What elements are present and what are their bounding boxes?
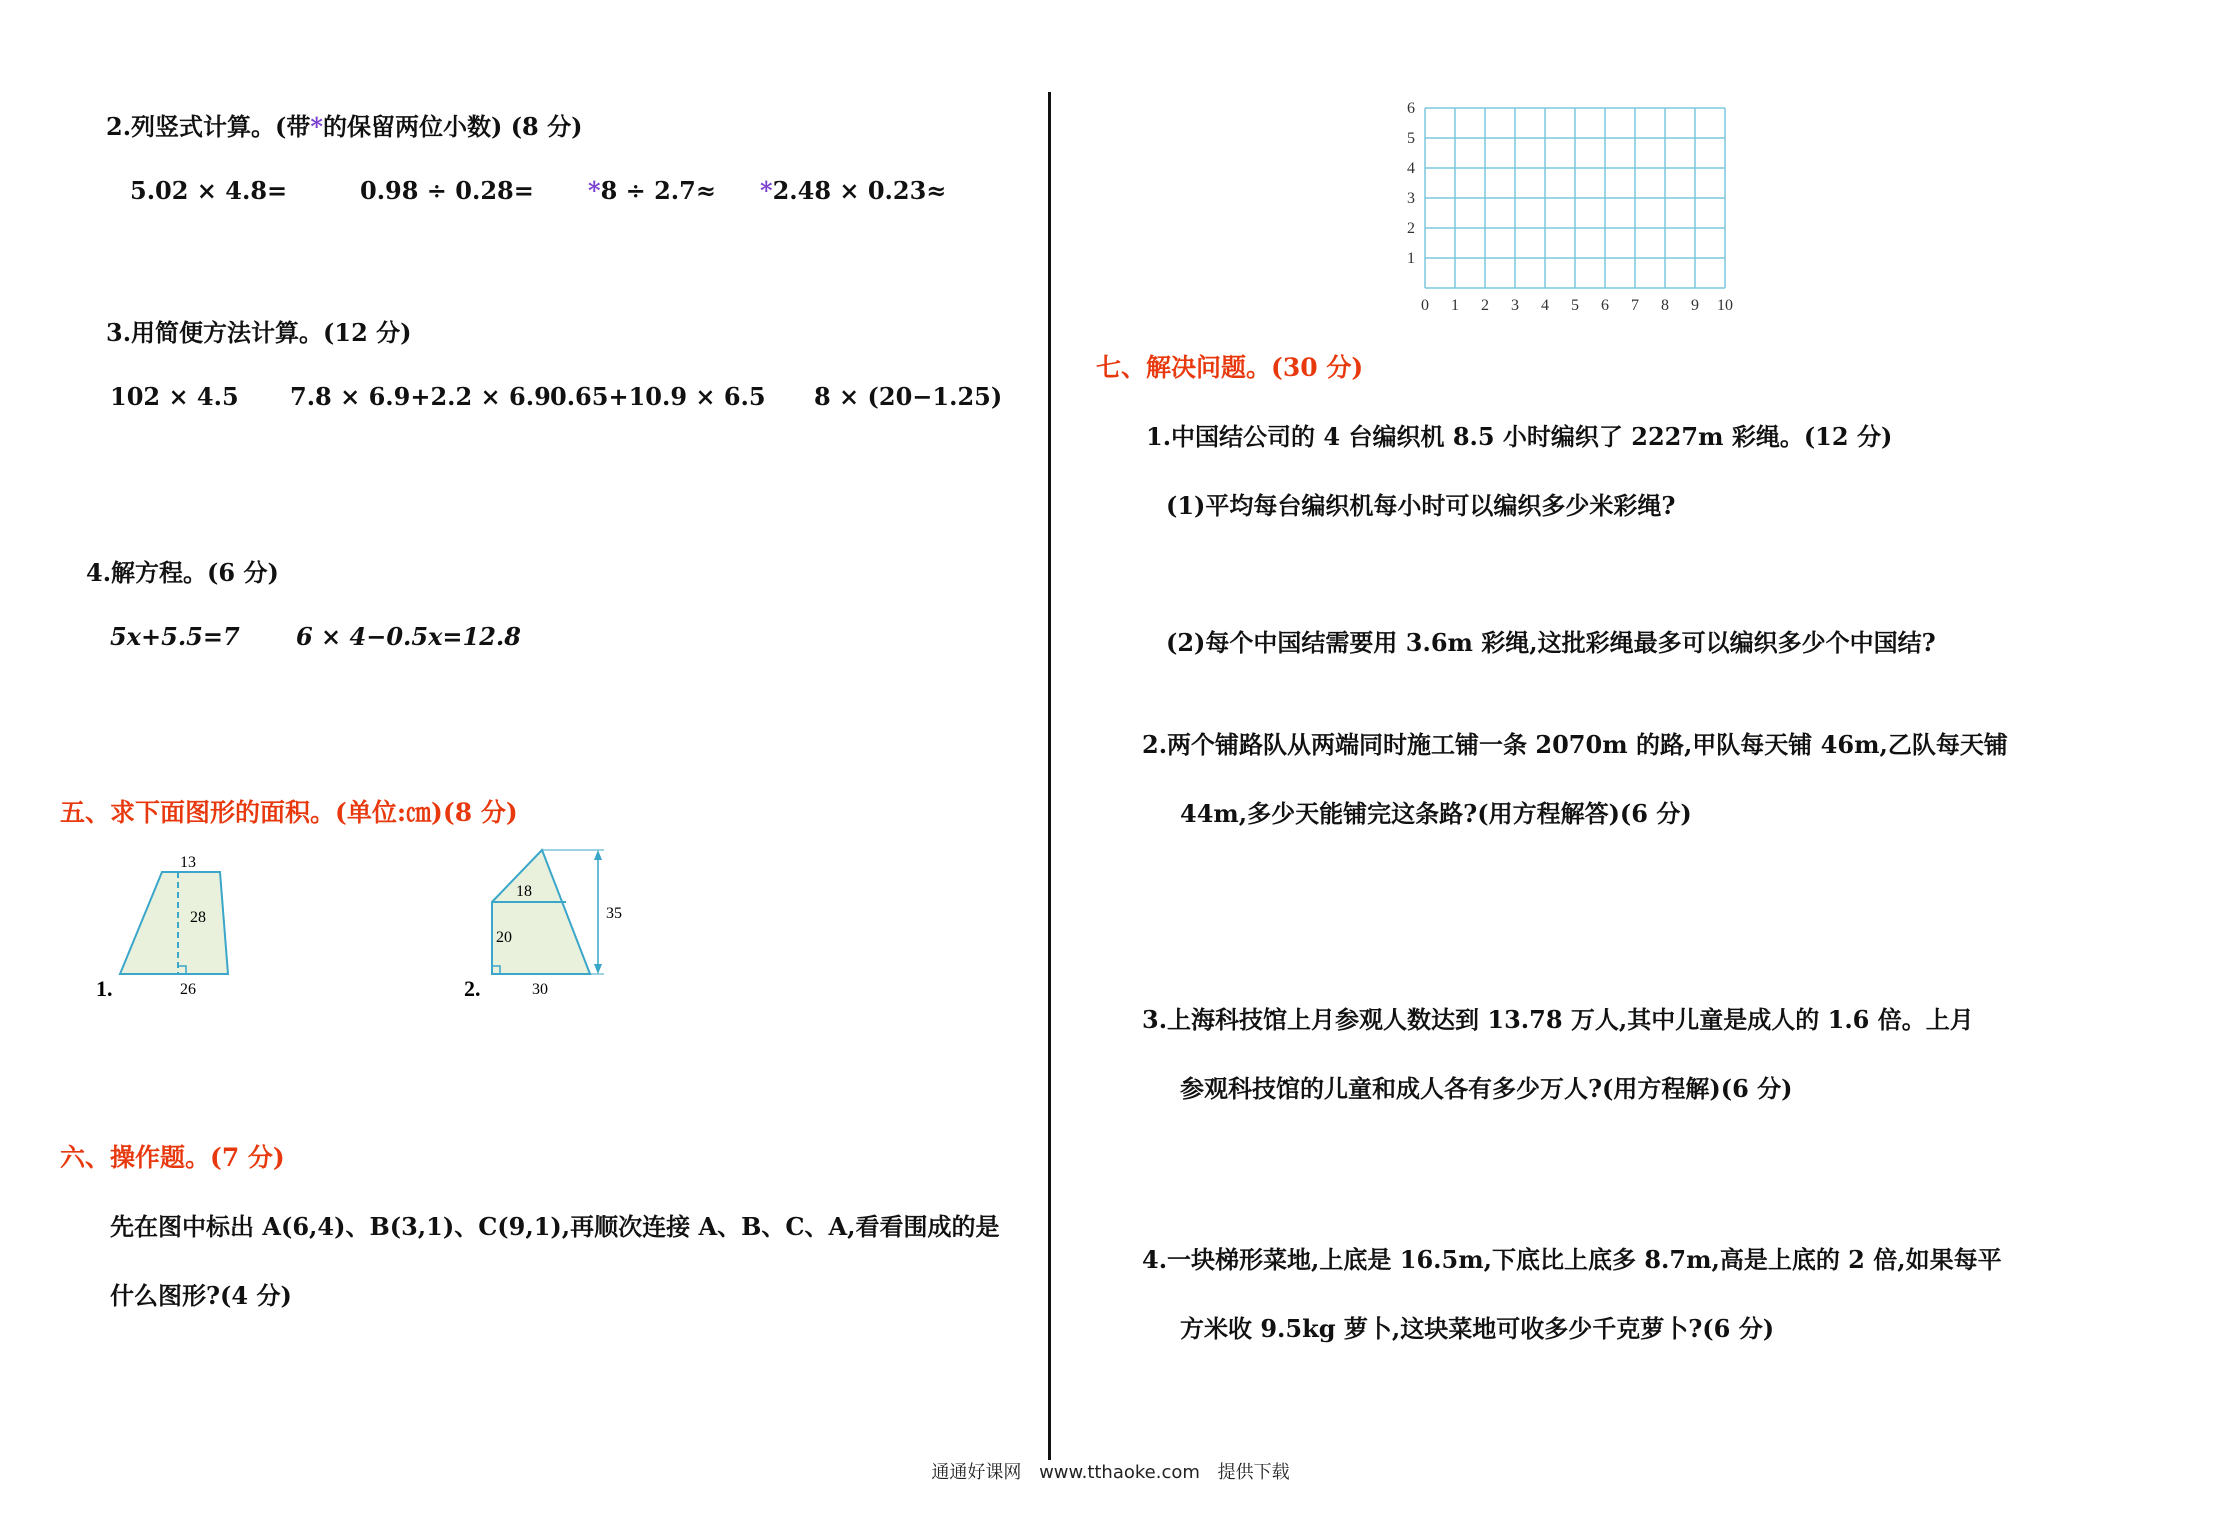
fig2-left-label: 20 bbox=[496, 929, 512, 946]
q3-item-1: 102 × 4.5 bbox=[110, 382, 239, 411]
grid-y-label: 6 bbox=[1407, 100, 1415, 117]
grid-y-label: 4 bbox=[1407, 160, 1415, 177]
grid-y-label: 2 bbox=[1407, 220, 1415, 237]
fig2-total-label: 35 bbox=[606, 905, 622, 922]
footer-note: 提供下载 bbox=[1217, 1462, 1290, 1483]
q3-item-4: 8 × (20−1.25) bbox=[814, 382, 1003, 411]
figure-composite bbox=[460, 840, 630, 1000]
composite-shape bbox=[492, 850, 590, 974]
footer bbox=[0, 1458, 2221, 1484]
fig1-bottom-label: 26 bbox=[180, 981, 196, 998]
grid-y-label: 5 bbox=[1407, 130, 1415, 147]
section7-title: 七、解决问题。(30 分) bbox=[1096, 353, 1364, 382]
arrow-up-icon bbox=[594, 850, 602, 860]
section6-line-1: 先在图中标出 A(6,4)、B(3,1)、C(9,1),再顺次连接 A、B、C、A,看看围成的是 bbox=[110, 1212, 1000, 1241]
star-marker: * bbox=[760, 176, 773, 205]
q3-item-3: 0.65+10.9 × 6.5 bbox=[550, 382, 766, 411]
fig2-seg-label: 18 bbox=[516, 883, 532, 900]
grid-y-label: 3 bbox=[1407, 190, 1415, 207]
grid-lines bbox=[1425, 108, 1725, 288]
q4-item-1: 5x+5.5=7 bbox=[110, 622, 240, 651]
problem2-line1: 2.两个铺路队从两端同时施工铺一条 2070m 的路,甲队每天铺 46m,乙队每天铺 bbox=[1142, 730, 2008, 759]
grid-x-label: 7 bbox=[1631, 297, 1639, 314]
q3-title: 3.用简便方法计算。(12 分) bbox=[106, 318, 412, 347]
fig1-number: 1. bbox=[96, 976, 113, 1000]
grid-x-labels bbox=[1421, 297, 1733, 314]
q2-title: 2.列竖式计算。(带*的保留两位小数) (8 分) bbox=[106, 112, 583, 141]
fig1-height-label: 28 bbox=[190, 909, 206, 926]
q4-title: 4.解方程。(6 分) bbox=[86, 558, 279, 587]
fig1-top-label: 13 bbox=[180, 854, 196, 871]
grid-x-label: 9 bbox=[1691, 297, 1699, 314]
problem4-line2: 方米收 9.5kg 萝卜,这块菜地可收多少千克萝卜?(6 分) bbox=[1180, 1314, 1775, 1343]
grid-x-label: 4 bbox=[1541, 297, 1549, 314]
section6-line-2: 什么图形?(4 分) bbox=[110, 1281, 292, 1310]
problem3-line2: 参观科技馆的儿童和成人各有多少万人?(用方程解)(6 分) bbox=[1180, 1074, 1793, 1103]
problem4-line1: 4.一块梯形菜地,上底是 16.5m,下底比上底多 8.7m,高是上底的 2 倍,如果每平 bbox=[1142, 1245, 2002, 1274]
coordinate-grid bbox=[1395, 100, 1740, 322]
figure-trapezoid bbox=[88, 850, 268, 1000]
q2-item-1: 5.02 × 4.8= bbox=[130, 176, 288, 205]
grid-x-label: 6 bbox=[1601, 297, 1609, 314]
grid-y-label: 1 bbox=[1407, 250, 1415, 267]
fig2-number: 2. bbox=[464, 976, 481, 1000]
problem2-line2: 44m,多少天能铺完这条路?(用方程解答)(6 分) bbox=[1180, 799, 1692, 828]
column-divider bbox=[1048, 92, 1051, 1460]
fig2-bottom-label: 30 bbox=[532, 981, 548, 998]
grid-x-label: 10 bbox=[1717, 297, 1733, 314]
star-marker: * bbox=[588, 176, 601, 205]
problem1-sub1: (1)平均每台编织机每小时可以编织多少米彩绳? bbox=[1166, 491, 1676, 520]
q3-item-2: 7.8 × 6.9+2.2 × 6.9 bbox=[290, 382, 551, 411]
grid-y-labels bbox=[1407, 100, 1415, 267]
problem1-sub2: (2)每个中国结需要用 3.6m 彩绳,这批彩绳最多可以编织多少个中国结? bbox=[1166, 628, 1936, 657]
section5-title: 五、求下面图形的面积。(单位:㎝)(8 分) bbox=[60, 798, 518, 827]
arrow-down-icon bbox=[594, 964, 602, 974]
grid-x-label: 2 bbox=[1481, 297, 1489, 314]
grid-x-label: 3 bbox=[1511, 297, 1519, 314]
footer-site: 通通好课网 bbox=[931, 1462, 1022, 1483]
grid-x-label: 1 bbox=[1451, 297, 1459, 314]
grid-x-label: 0 bbox=[1421, 297, 1429, 314]
grid-x-label: 5 bbox=[1571, 297, 1579, 314]
q2-item-4: *2.48 × 0.23≈ bbox=[760, 176, 947, 205]
star-marker: * bbox=[310, 112, 323, 141]
q2-item-2: 0.98 ÷ 0.28= bbox=[360, 176, 534, 205]
section6-title: 六、操作题。(7 分) bbox=[60, 1143, 285, 1172]
trapezoid-shape bbox=[120, 872, 228, 974]
footer-url[interactable]: www.tthaoke.com bbox=[1039, 1462, 1200, 1483]
q4-item-2: 6 × 4−0.5x=12.8 bbox=[296, 622, 521, 651]
q2-item-3: *8 ÷ 2.7≈ bbox=[588, 176, 716, 205]
problem3-line1: 3.上海科技馆上月参观人数达到 13.78 万人,其中儿童是成人的 1.6 倍。上月 bbox=[1142, 1005, 1974, 1034]
grid-x-label: 8 bbox=[1661, 297, 1669, 314]
problem1-text: 1.中国结公司的 4 台编织机 8.5 小时编织了 2227m 彩绳。(12 分) bbox=[1146, 422, 1893, 451]
